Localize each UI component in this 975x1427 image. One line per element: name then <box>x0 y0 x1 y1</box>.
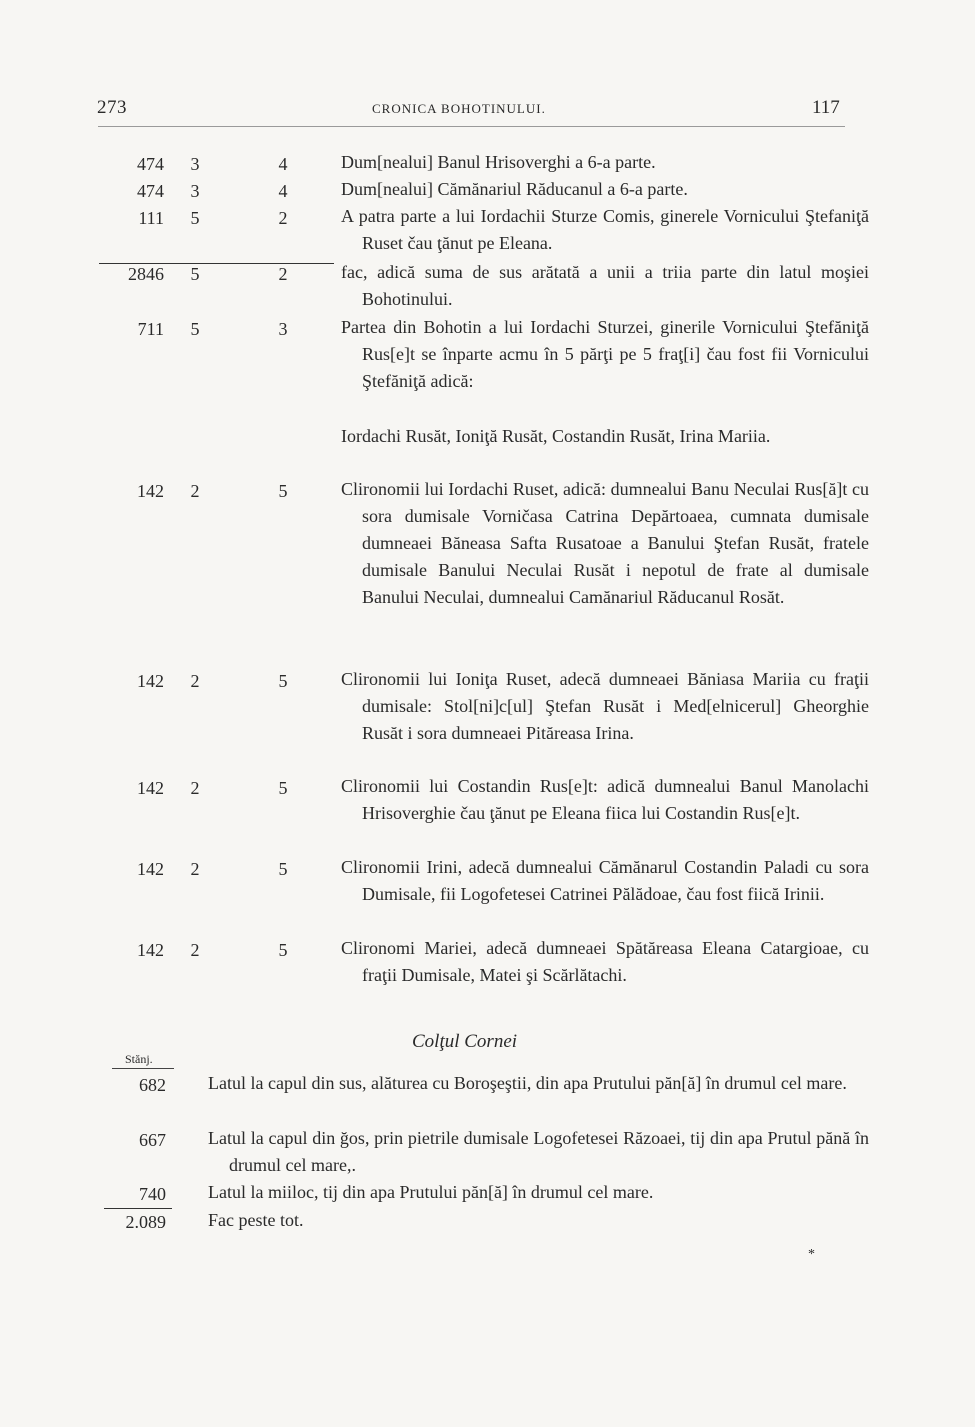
row-part-b: 5 <box>278 940 288 960</box>
row-part-b: 4 <box>278 154 288 174</box>
row-part-a: 2 <box>190 671 200 691</box>
measure-text: Latul la capul din sus, alăturea cu Boroşeştii, din apa Prutului păn[ă] în drumul cel mare. <box>208 1073 847 1093</box>
header-rule <box>98 126 845 127</box>
row-number: 111 <box>138 208 164 228</box>
section-title: Colţul Cornei <box>412 1031 518 1052</box>
row-part-b: 4 <box>278 181 288 201</box>
row-text: Clironomi Mariei, adecă dumneaei Spătăreasa Eleana Catargioae, cu fraţii Dumisale, Matei şi Scărlătachi. <box>341 938 869 985</box>
row-text: Clironomii lui Ioniţa Ruset, adecă dumneaei Băniasa Mariia cu fraţii dumisale: Stol[ni]c[ul] Ştefan Rusăt i Med[elnicerul] Gheorghie Rusăt i sora dumneaei Pităreasa Irina. <box>341 669 869 743</box>
row-text: Partea din Bohotin a lui Iordachi Sturzei, ginerile Vornicului Ştefăniţă Rus[e]t se înparte acmu în 5 părţi pe 5 fraţ[i] čau fost fii Vornicului Ştefăniţă adică: <box>341 317 869 391</box>
measure-number: 740 <box>139 1184 166 1204</box>
row-part-a: 3 <box>190 181 200 201</box>
row-part-a: 5 <box>190 208 200 228</box>
row-text: Clironomii Irini, adecă dumnealui Cămănarul Costandin Paladi cu sora Dumisale, fii Logofetesei Catrinei Pălădoae, čau fost fiică Irinii. <box>341 857 869 904</box>
unit-rule <box>112 1068 174 1069</box>
row-text: fac, adică suma de sus arătată a unii a triia parte din latul moşiei Bohotinului. <box>341 262 869 309</box>
row-part-b: 5 <box>278 778 288 798</box>
row-text: Iordachi Rusăt, Ioniţă Rusăt, Costandin Rusăt, Irina Mariia. <box>341 426 771 446</box>
total-number: 2.089 <box>125 1212 166 1232</box>
row-part-a: 2 <box>190 481 200 501</box>
row-part-a: 2 <box>190 778 200 798</box>
row-text: Dum[nealui] Banul Hrisoverghi a 6-a parte. <box>341 152 656 172</box>
row-part-a: 3 <box>190 154 200 174</box>
row-part-a: 2 <box>190 859 200 879</box>
row-text: Clironomii lui Costandin Rus[e]t: adică dumnealui Banul Manolachi Hrisoverghie čau ţănut pe Eleana fiica lui Costandin Rus[e]t. <box>341 776 869 823</box>
row-part-a: 2 <box>190 940 200 960</box>
measure-number: 682 <box>139 1075 166 1095</box>
total-rule <box>104 1208 172 1209</box>
right-page-number: 117 <box>812 97 840 118</box>
row-part-b: 5 <box>278 859 288 879</box>
row-part-a: 5 <box>190 319 200 339</box>
unit-label: Stănj. <box>125 1052 153 1066</box>
row-part-a: 5 <box>190 264 200 284</box>
row-number: 474 <box>137 181 164 201</box>
row-number: 142 <box>137 859 164 879</box>
row-part-b: 2 <box>278 264 288 284</box>
row-text: Clironomii lui Iordachi Ruset, adică: dumnealui Banu Neculai Rus[ă]t cu sora dumisale Vorničasa Catrina Depărtoaea, cumnata dumisale dumneaei Băneasa Safta Rusatoae a Banului Ştefan Rusăt, fratele dumisale Banului Neculai Rusăt i nepotul de frate al dumisale Banului Neculai, dumnealui Camănariul Răducanul Rosăt. <box>341 479 869 607</box>
row-number: 142 <box>137 940 164 960</box>
left-page-number: 273 <box>97 97 127 118</box>
footer-asterisk: * <box>808 1247 815 1262</box>
row-part-b: 5 <box>278 671 288 691</box>
row-number: 142 <box>137 778 164 798</box>
row-part-b: 5 <box>278 481 288 501</box>
row-text: Dum[nealui] Cămănariul Răducanul a 6-a parte. <box>341 179 688 199</box>
measure-number: 667 <box>139 1130 166 1150</box>
sum-number: 2846 <box>128 264 164 284</box>
row-part-b: 2 <box>278 208 288 228</box>
total-text: Fac peste tot. <box>208 1210 304 1230</box>
measure-text: Latul la miiloc, tij din apa Prutului păn[ă] în drumul cel mare. <box>208 1182 654 1202</box>
row-number: 142 <box>137 671 164 691</box>
row-number: 142 <box>137 481 164 501</box>
measure-text: Latul la capul din ğos, prin pietrile dumisale Logofetesei Răzoaei, tij din apa Prutul pănă în drumul cel mare,. <box>208 1128 869 1175</box>
running-title: CRONICA BOHOTINULUI. <box>372 101 546 116</box>
row-part-b: 3 <box>278 319 288 339</box>
row-number: 711 <box>137 319 164 339</box>
row-number: 474 <box>137 154 164 174</box>
row-text: A patra parte a lui Iordachii Sturze Comis, ginerele Vornicului Ştefaniţă Ruset čau ţănut pe Eleana. <box>341 206 869 253</box>
